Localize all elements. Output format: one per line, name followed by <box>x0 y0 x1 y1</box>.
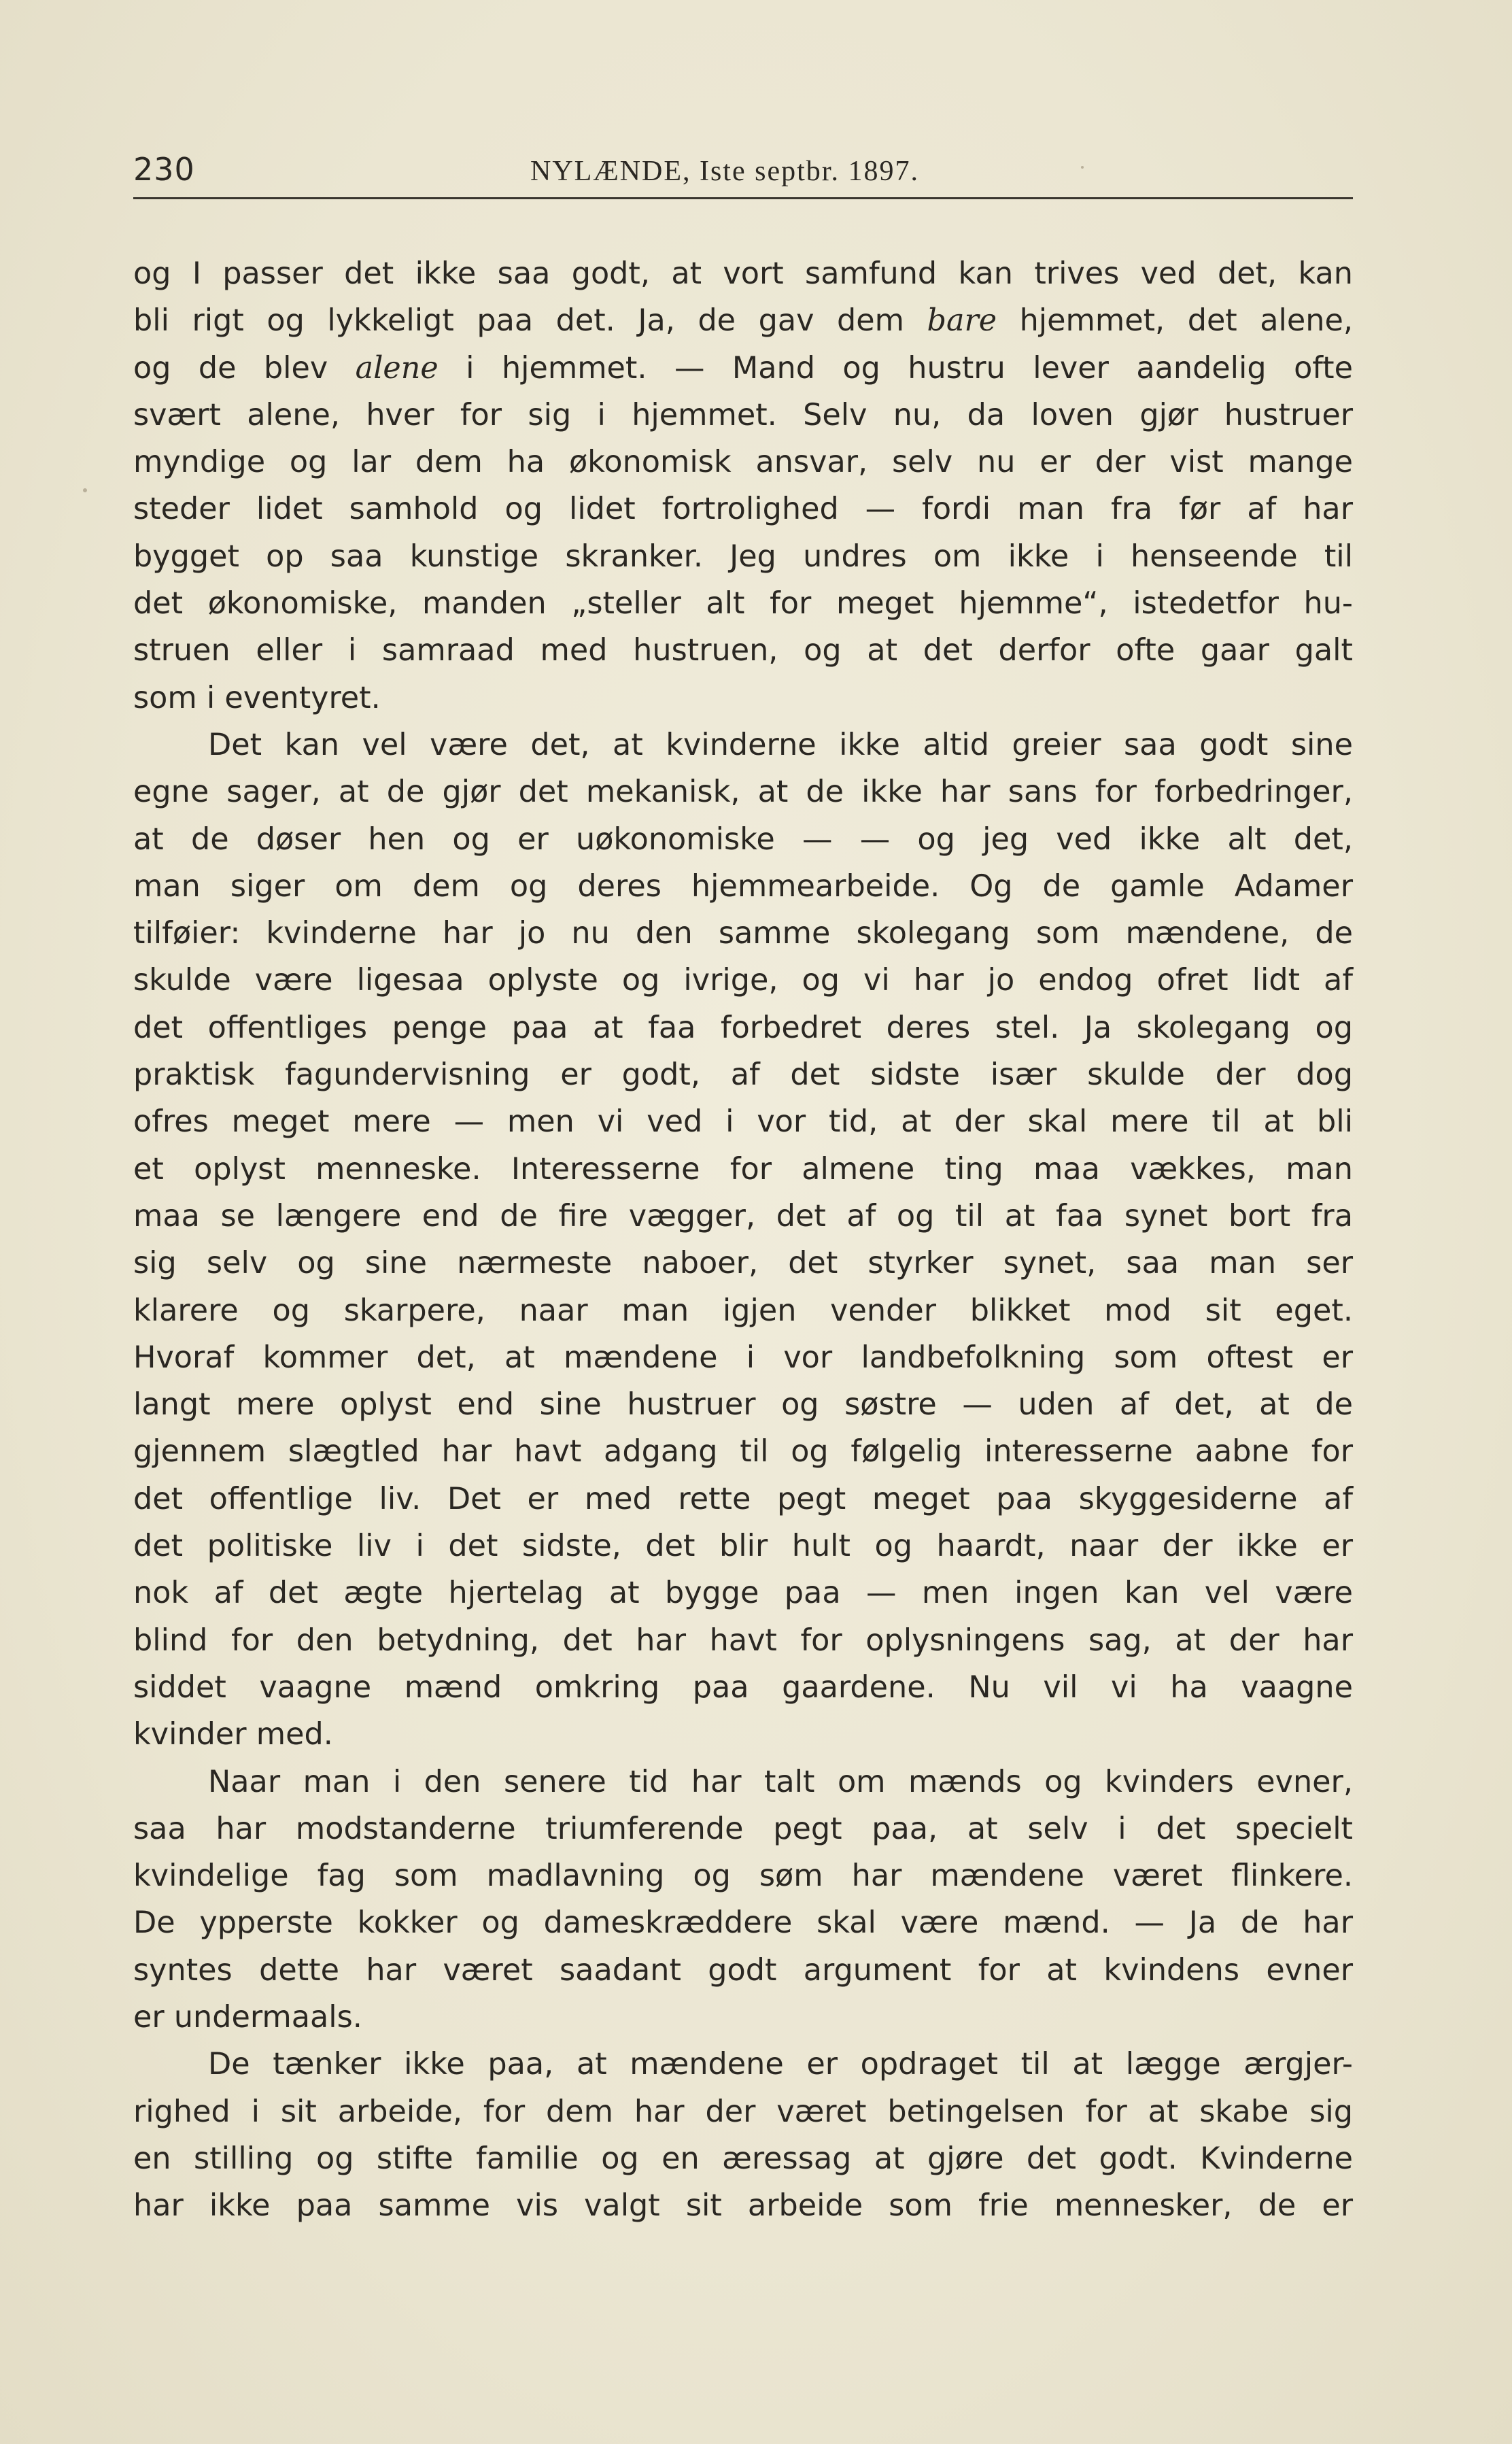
text-line <box>133 1287 1353 1334</box>
text-line <box>133 1711 1353 1758</box>
text-run: De tænker ikke paa, at mændene er opdraget til at lægge ærgjer- <box>208 2047 1353 2082</box>
text-run: svært alene, hver for sig i hjemmet. Selv nu, da loven gjør hustruer <box>133 397 1353 432</box>
text-run: er undermaals. <box>133 1999 362 2035</box>
text-line <box>133 2135 1353 2182</box>
text-run: som i eventyret. <box>133 680 381 715</box>
text-run: og I passer det ikke saa godt, at vort samfund kan trives ved det, kan <box>133 256 1353 291</box>
text-run: har ikke paa samme vis valgt sit arbeide som frie mennesker, de er <box>133 2188 1353 2224</box>
text-run: bli rigt og lykkeligt paa det. Ja, de gav dem <box>133 303 927 339</box>
text-run: kvindelige fag som madlavning og søm har mændene været flinkere. <box>133 1859 1353 1894</box>
text-line <box>133 1476 1353 1523</box>
text-run: det politiske liv i det sidste, det blir hult og haardt, naar der ikke er <box>133 1529 1353 1564</box>
text-line <box>133 863 1353 910</box>
text-line <box>133 675 1353 722</box>
text-run: det offentliges penge paa at faa forbedret deres stel. Ja skolegang og <box>133 1010 1353 1045</box>
text-run: det økonomiske, manden „steller alt for meget hjemme“, istedetfor hu- <box>133 586 1353 622</box>
text-run: skulde være ligesaa oplyste og ivrige, og vi har jo endog ofret lidt af <box>133 963 1353 998</box>
text-run: Hvoraf kommer det, at mændene i vor landbefolkning som oftest er <box>133 1340 1353 1375</box>
emphasized-word: alene <box>355 350 439 386</box>
text-line <box>133 2182 1353 2229</box>
emphasized-word: bare <box>927 303 997 339</box>
text-line <box>133 1664 1353 1711</box>
text-line <box>133 1805 1353 1852</box>
text-run: sig selv og sine nærmeste naboer, det styrker synet, saa man ser <box>133 1246 1353 1281</box>
text-run: en stilling og stifte familie og en æressag at gjøre det godt. Kvinderne <box>133 2141 1353 2176</box>
text-line <box>133 1428 1353 1475</box>
text-run: siddet vaagne mænd omkring paa gaardene. Nu vil vi ha vaagne <box>133 1669 1353 1705</box>
text-line <box>133 1098 1353 1145</box>
text-run: syntes dette har været saadant godt argument for at kvindens evner <box>133 1952 1353 1988</box>
text-line <box>133 2041 1353 2088</box>
text-run: man siger om dem og deres hjemmearbeide. Og de gamle Adamer <box>133 868 1353 904</box>
text-run: De ypperste kokker og dameskræddere skal være mænd. — Ja de har <box>133 1905 1353 1941</box>
text-line <box>133 957 1353 1004</box>
text-line <box>133 1004 1353 1051</box>
text-run: Det kan vel være det, at kvinderne ikke altid greier saa godt sine <box>208 727 1353 762</box>
text-line <box>133 816 1353 863</box>
text-line <box>133 486 1353 532</box>
text-run: nok af det ægte hjertelag at bygge paa — men ingen kan vel være <box>133 1576 1353 1611</box>
paper-speck <box>1081 166 1084 169</box>
text-line <box>133 1569 1353 1616</box>
text-run: bygget op saa kunstige skranker. Jeg undres om ikke i henseende til <box>133 539 1353 574</box>
text-run: et oplyst menneske. Interesserne for almene ting maa vækkes, man <box>133 1151 1353 1187</box>
text-line <box>133 910 1353 957</box>
text-run: langt mere oplyst end sine hustruer og søstre — uden af det, at de <box>133 1387 1353 1423</box>
text-run: praktisk fagundervisning er godt, af det sidste især skulde der dog <box>133 1057 1353 1093</box>
article-text <box>133 250 1353 2229</box>
text-line <box>133 1759 1353 1805</box>
text-line <box>133 1146 1353 1193</box>
text-run: at de døser hen og er uøkonomiske — — og jeg ved ikke alt det, <box>133 821 1353 857</box>
text-line <box>133 297 1353 344</box>
text-line <box>133 1899 1353 1946</box>
text-line <box>133 1994 1353 2041</box>
text-run: og de blev <box>133 350 356 386</box>
text-run: egne sager, at de gjør det mekanisk, at de ikke har sans for forbedringer, <box>133 775 1353 810</box>
text-line <box>133 1617 1353 1664</box>
running-title: NYLÆNDE, Iste septbr. 1897. <box>530 156 919 187</box>
text-run: hjemmet, det alene, <box>997 303 1353 339</box>
text-run: gjennem slægtled har havt adgang til og følgelig interesserne aabne for <box>133 1434 1353 1470</box>
text-line <box>133 722 1353 768</box>
text-line <box>133 627 1353 674</box>
text-run: myndige og lar dem ha økonomisk ansvar, selv nu er der vist mange <box>133 445 1353 480</box>
text-run: det offentlige liv. Det er med rette pegt meget paa skyggesiderne af <box>133 1481 1353 1516</box>
text-run: kvinder med. <box>133 1717 333 1752</box>
text-run: blind for den betydning, det har havt for oplysningens sag, at der har <box>133 1623 1353 1658</box>
text-line <box>133 1051 1353 1098</box>
text-run: righed i sit arbeide, for dem har der været betingelsen for at skabe sig <box>133 2094 1353 2129</box>
text-line <box>133 1193 1353 1240</box>
text-line <box>133 768 1353 815</box>
text-line <box>133 392 1353 439</box>
text-line <box>133 439 1353 486</box>
text-line <box>133 1852 1353 1899</box>
text-run: tilføier: kvinderne har jo nu den samme skolegang som mændene, de <box>133 916 1353 951</box>
running-header <box>133 151 1353 199</box>
text-line <box>133 2088 1353 2135</box>
header-rule <box>133 197 1353 199</box>
text-run: Naar man i den senere tid har talt om mænds og kvinders evner, <box>208 1764 1353 1799</box>
text-line <box>133 1947 1353 1994</box>
text-run: maa se længere end de fire vægger, det af og til at faa synet bort fra <box>133 1198 1353 1234</box>
text-run: i hjemmet. — Mand og hustru lever aandelig ofte <box>438 350 1353 386</box>
text-line <box>133 533 1353 580</box>
text-line <box>133 1523 1353 1569</box>
text-run: struen eller i samraad med hustruen, og at det derfor ofte gaar galt <box>133 633 1353 668</box>
text-line <box>133 1334 1353 1381</box>
text-line <box>133 345 1353 392</box>
text-run: klarere og skarpere, naar man igjen vender blikket mod sit eget. <box>133 1293 1353 1328</box>
text-run: saa har modstanderne triumferende pegt paa, at selv i det specielt <box>133 1811 1353 1846</box>
text-line <box>133 1381 1353 1428</box>
text-line <box>133 580 1353 627</box>
text-run: steder lidet samhold og lidet fortrolighed — fordi man fra før af har <box>133 492 1353 527</box>
text-line <box>133 1240 1353 1287</box>
text-line <box>133 250 1353 297</box>
page-number: 230 <box>133 151 195 188</box>
text-run: ofres meget mere — men vi ved i vor tid, at der skal mere til at bli <box>133 1104 1353 1140</box>
paper-speck <box>83 488 87 492</box>
